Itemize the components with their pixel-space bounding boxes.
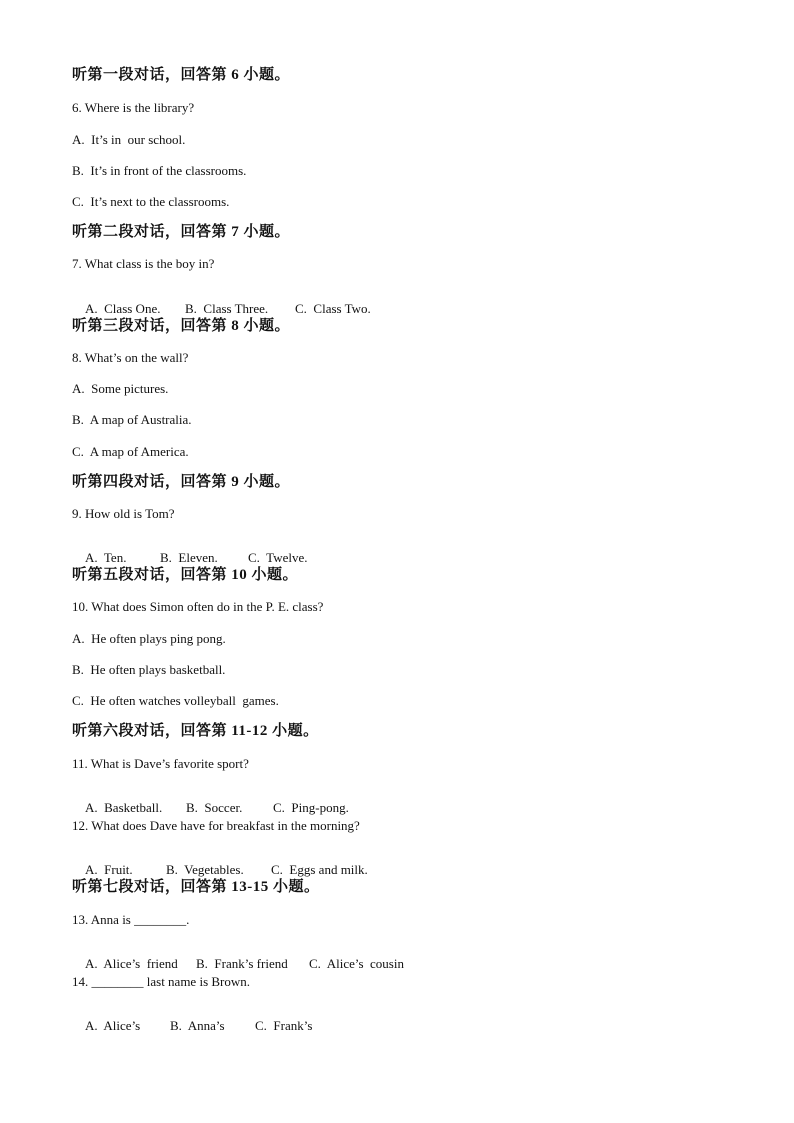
option: B. Eleven. [160,550,218,565]
option: B. He often plays basketball. [72,662,226,677]
section-heading: 听第四段对话，回答第 9 小题。 [72,474,291,490]
question: 12. What does Dave have for breakfast in the morning? [72,818,360,833]
option: C. Frank’s [255,1018,313,1033]
section-heading: 听第六段对话，回答第 11-12 小题。 [72,723,319,739]
section-heading: 听第七段对话，回答第 13-15 小题。 [72,879,320,895]
question: 8. What’s on the wall? [72,350,189,365]
option: A. Ten. [85,550,127,565]
question: 9. How old is Tom? [72,506,175,521]
section-heading: 听第一段对话，回答第 6 小题。 [72,67,291,83]
question: 6. Where is the library? [72,100,195,115]
option: A. Alice’s [85,1018,141,1033]
option: B. A map of Australia. [72,412,192,427]
option: B. Vegetables. [166,862,244,877]
option: B. Anna’s [170,1018,225,1033]
section-heading: 听第三段对话，回答第 8 小题。 [72,318,291,334]
section-heading: 听第二段对话，回答第 7 小题。 [72,224,291,240]
option: A. Class One. [85,301,161,316]
option: A. He often plays ping pong. [72,631,226,646]
option: C. Alice’s cousin [309,956,404,971]
option: A. Basketball. [85,800,163,815]
option: C. Class Two. [295,301,371,316]
option: B. It’s in front of the classrooms. [72,163,247,178]
option: C. It’s next to the classrooms. [72,194,230,209]
question: 11. What is Dave’s favorite sport? [72,756,249,771]
option: C. He often watches volleyball games. [72,693,279,708]
question: 7. What class is the boy in? [72,256,215,271]
option: C. Ping-pong. [273,800,349,815]
option: C. Eggs and milk. [271,862,368,877]
option: B. Frank’s friend [196,956,288,971]
option: A. Alice’s friend [85,956,178,971]
option: B. Soccer. [186,800,243,815]
option: A. It’s in our school. [72,132,186,147]
option: B. Class Three. [185,301,269,316]
section-heading: 听第五段对话，回答第 10 小题。 [72,567,299,583]
option-row [72,1006,312,1045]
question: 14. ________ last name is Brown. [72,974,251,989]
question: 10. What does Simon often do in the P. E. class? [72,599,324,614]
option: C. A map of America. [72,444,189,459]
option: A. Some pictures. [72,381,169,396]
question: 13. Anna is ________. [72,912,190,927]
option: A. Fruit. [85,862,133,877]
option: C. Twelve. [248,550,308,565]
